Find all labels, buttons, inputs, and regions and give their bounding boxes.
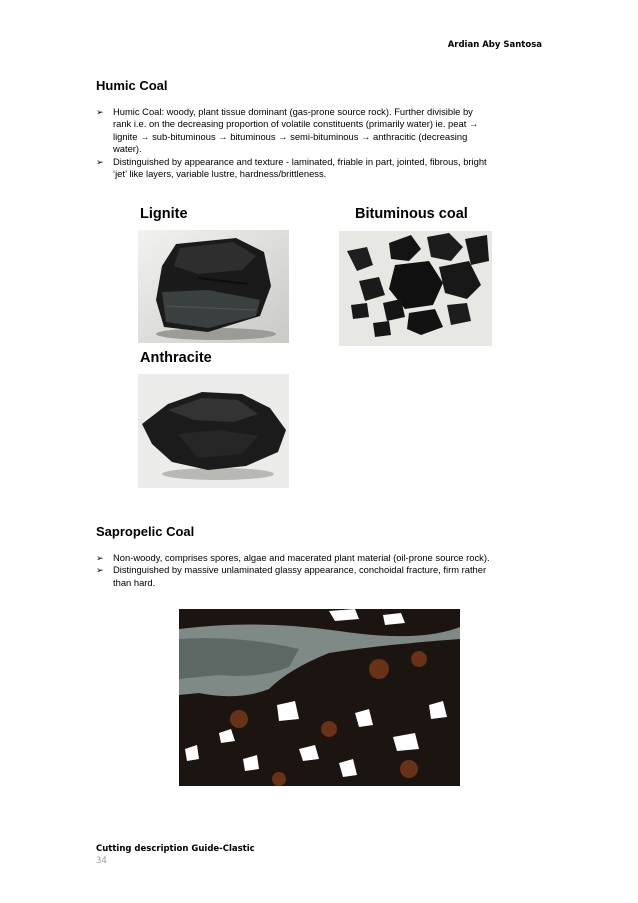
lignite-caption: Lignite	[140, 206, 188, 222]
sapropelic-micrograph	[179, 609, 460, 786]
sapropelic-coal-heading: Sapropelic Coal	[96, 524, 195, 539]
arrow-bullet-icon: ➢	[96, 553, 104, 563]
author-name: Ardian Aby Santosa	[447, 40, 542, 50]
footer-title: Cutting description Guide-Clastic	[96, 844, 255, 854]
bituminous-photo	[339, 231, 492, 346]
sapropelic-bullet-list	[96, 552, 546, 589]
sapropelic-bullet-1: ➢ Non-woody, comprises spores, algae and macerated plant material (oil-prone source rock).	[96, 552, 490, 563]
humic-coal-heading: Humic Coal	[96, 78, 168, 93]
page-number: 34	[96, 856, 107, 866]
humic-bullet-list	[96, 106, 546, 180]
bituminous-caption: Bituminous coal	[355, 206, 468, 222]
lignite-photo	[138, 230, 289, 343]
arrow-bullet-icon: ➢	[96, 156, 104, 167]
arrow-bullet-icon: ➢	[96, 565, 104, 576]
anthracite-photo	[138, 374, 289, 488]
sapropelic-bullet-2: ➢ Distinguished by massive unlaminated glassy appearance, conchoidal fracture, firm rather than hard.	[96, 564, 487, 588]
arrow-bullet-icon: ➢	[96, 107, 104, 117]
humic-bullet-1: ➢ Humic Coal: woody, plant tissue dominant (gas-prone source rock). Further divisible by rank i.e. on the decreasing proportion of volatile constituents (primarily water) ie. peat → lignite → sub-bituminous → bituminous → semi-bituminous → anthracitic (decreasing water).	[96, 106, 479, 155]
humic-bullet-2: ➢ Distinguished by appearance and texture - laminated, friable in part, jointed, fibrous, bright ‘jet’ like layers, variable lustre, hardness/brittleness.	[96, 155, 487, 180]
anthracite-caption: Anthracite	[140, 350, 212, 366]
